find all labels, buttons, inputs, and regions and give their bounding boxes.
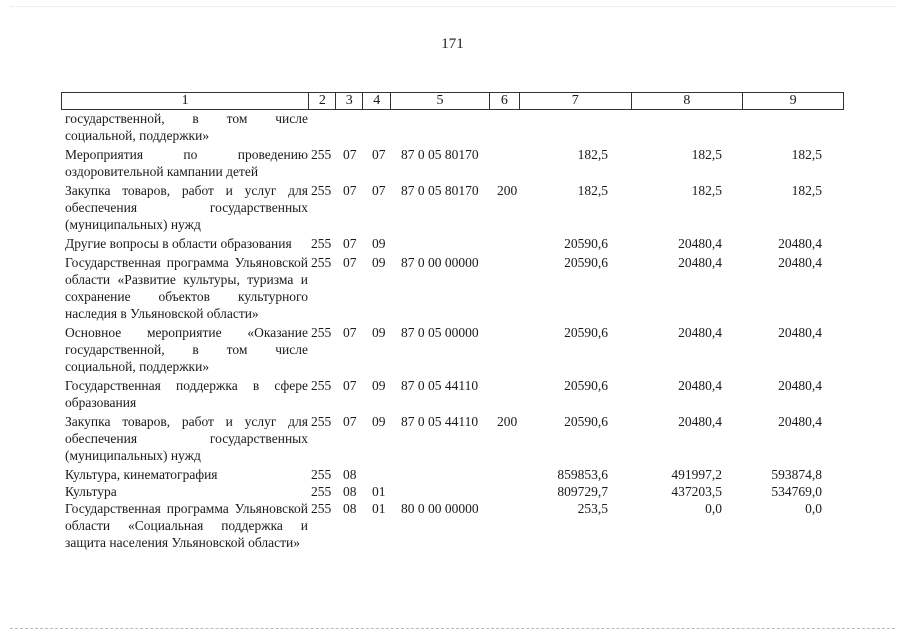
header-col-7: 7 <box>520 93 632 109</box>
cell-v8: 20480,4 <box>678 325 722 340</box>
cell-v7: 809729,7 <box>557 484 608 499</box>
cell-vr: 200 <box>497 183 518 198</box>
table-row <box>61 483 844 500</box>
cell-rz: 08 <box>343 484 357 499</box>
row-name: Основное мероприятие «Оказание государственной, в том числе социальной, поддержки» <box>65 325 308 374</box>
row-name: Государственная программа Ульяновской области «Социальная поддержка и защита населения Ульяновской области» <box>65 501 308 550</box>
cell-pr: 09 <box>372 414 386 429</box>
cell-code: 255 <box>311 183 332 198</box>
row-name: Закупка товаров, работ и услуг для обеспечения государственных (муниципальных) нужд <box>65 414 308 463</box>
cell-v8: 20480,4 <box>678 255 722 270</box>
cell-rz: 07 <box>343 236 357 251</box>
cell-code: 255 <box>311 484 332 499</box>
cell-csr: 87 0 05 44110 <box>401 378 479 393</box>
cell-code: 255 <box>311 414 332 429</box>
cell-csr: 87 0 05 80170 <box>401 183 479 198</box>
table-row <box>61 182 844 233</box>
cell-v9: 20480,4 <box>778 236 822 251</box>
cell-code: 255 <box>311 147 332 162</box>
table-body <box>61 110 844 553</box>
scan-edge-top <box>10 6 895 7</box>
cell-csr: 87 0 05 44110 <box>401 414 479 429</box>
table-row <box>61 110 844 144</box>
cell-v8: 0,0 <box>705 501 722 516</box>
row-name: государственной, в том числе социальной, поддержки» <box>65 111 308 143</box>
cell-pr: 07 <box>372 147 386 162</box>
cell-code: 255 <box>311 467 332 482</box>
table-row <box>61 235 844 252</box>
row-name: Культура, кинематография <box>65 467 218 482</box>
cell-code: 255 <box>311 236 332 251</box>
cell-rz: 07 <box>343 147 357 162</box>
header-col-3: 3 <box>336 93 363 109</box>
cell-v9: 20480,4 <box>778 325 822 340</box>
cell-v8: 20480,4 <box>678 414 722 429</box>
cell-pr: 07 <box>372 183 386 198</box>
table-row <box>61 466 844 483</box>
header-col-1: 1 <box>62 93 309 109</box>
row-name: Другие вопросы в области образования <box>65 236 292 251</box>
scan-edge-bottom <box>10 628 895 629</box>
cell-rz: 07 <box>343 414 357 429</box>
cell-v9: 20480,4 <box>778 378 822 393</box>
cell-v9: 182,5 <box>791 183 822 198</box>
cell-v7: 859853,6 <box>557 467 608 482</box>
cell-v7: 20590,6 <box>564 255 608 270</box>
cell-v8: 491997,2 <box>671 467 722 482</box>
cell-v8: 20480,4 <box>678 378 722 393</box>
cell-v7: 20590,6 <box>564 325 608 340</box>
cell-v9: 20480,4 <box>778 255 822 270</box>
header-col-8: 8 <box>632 93 744 109</box>
row-name: Культура <box>65 484 117 499</box>
cell-rz: 07 <box>343 255 357 270</box>
table-row <box>61 500 844 551</box>
header-col-9: 9 <box>789 93 797 108</box>
cell-v8: 182,5 <box>691 183 722 198</box>
cell-v9: 20480,4 <box>778 414 822 429</box>
cell-csr: 80 0 00 00000 <box>401 501 479 516</box>
cell-pr: 01 <box>372 484 386 499</box>
header-col-2: 2 <box>309 93 336 109</box>
cell-v7: 182,5 <box>577 147 608 162</box>
cell-rz: 08 <box>343 501 357 516</box>
cell-rz: 07 <box>343 325 357 340</box>
row-name: Мероприятия по проведению оздоровительной кампании детей <box>65 147 308 179</box>
table-row <box>61 254 844 322</box>
row-name: Государственная программа Ульяновской области «Развитие культуры, туризма и сохранение объектов культурного наследия в Ульяновской области» <box>65 255 308 321</box>
header-col-4: 4 <box>363 93 391 109</box>
cell-v9: 182,5 <box>791 147 822 162</box>
cell-pr: 09 <box>372 236 386 251</box>
header-col-5: 5 <box>391 93 490 109</box>
cell-v7: 20590,6 <box>564 236 608 251</box>
table-row <box>61 377 844 411</box>
cell-v8: 20480,4 <box>678 236 722 251</box>
cell-csr: 87 0 00 00000 <box>401 255 479 270</box>
cell-v7: 253,5 <box>577 501 608 516</box>
cell-csr: 87 0 05 80170 <box>401 147 479 162</box>
row-name: Закупка товаров, работ и услуг для обеспечения государственных (муниципальных) нужд <box>65 183 308 232</box>
cell-v8: 182,5 <box>691 147 722 162</box>
cell-code: 255 <box>311 255 332 270</box>
cell-code: 255 <box>311 325 332 340</box>
cell-v9: 0,0 <box>805 501 822 516</box>
cell-vr: 200 <box>497 414 518 429</box>
cell-code: 255 <box>311 378 332 393</box>
header-col-6: 6 <box>490 93 520 109</box>
cell-v8: 437203,5 <box>671 484 722 499</box>
cell-pr: 09 <box>372 378 386 393</box>
cell-csr: 87 0 05 00000 <box>401 325 479 340</box>
cell-pr: 01 <box>372 501 386 516</box>
table-header <box>61 92 844 110</box>
cell-v7: 20590,6 <box>564 378 608 393</box>
cell-rz: 07 <box>343 183 357 198</box>
cell-code: 255 <box>311 501 332 516</box>
cell-rz: 07 <box>343 378 357 393</box>
table-row <box>61 324 844 375</box>
cell-pr: 09 <box>372 325 386 340</box>
cell-pr: 09 <box>372 255 386 270</box>
cell-v9: 534769,0 <box>771 484 822 499</box>
table-row <box>61 146 844 180</box>
cell-v7: 20590,6 <box>564 414 608 429</box>
row-name: Государственная поддержка в сфере образования <box>65 378 308 410</box>
table-row <box>61 413 844 464</box>
page-number: 171 <box>441 36 464 52</box>
cell-rz: 08 <box>343 467 357 482</box>
cell-v9: 593874,8 <box>771 467 822 482</box>
cell-v7: 182,5 <box>577 183 608 198</box>
